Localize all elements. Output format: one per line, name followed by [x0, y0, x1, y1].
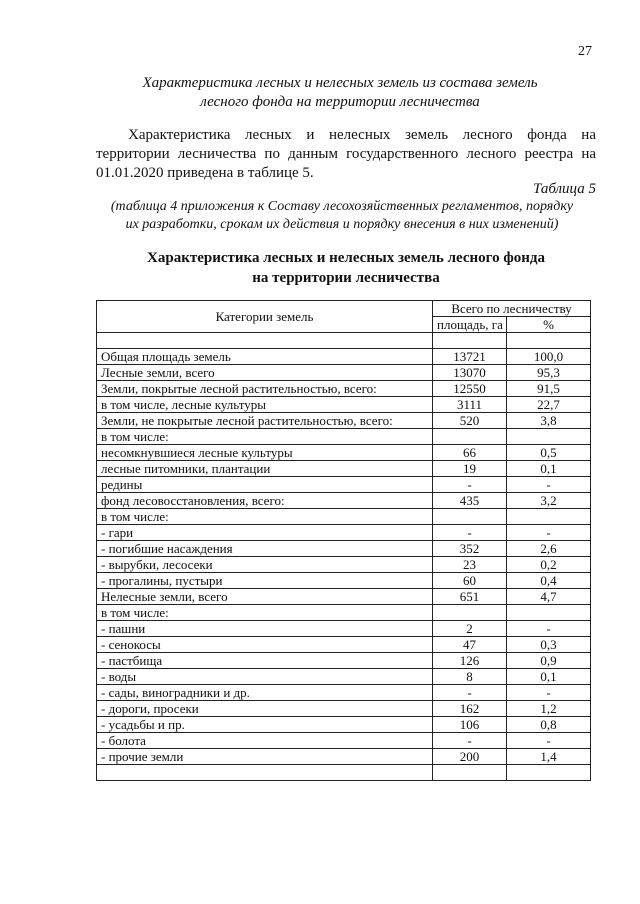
table-row: [97, 381, 591, 397]
row-label: - сады, виноградники и др.: [97, 685, 433, 701]
table-row: [97, 557, 591, 573]
row-label: в том числе:: [97, 509, 433, 525]
row-label: - прочие земли: [97, 749, 433, 765]
table-row: [97, 589, 591, 605]
row-area: 106: [433, 717, 507, 733]
row-label: несомкнувшиеся лесные культуры: [97, 445, 433, 461]
table-row: [97, 365, 591, 381]
row-area: 352: [433, 541, 507, 557]
page-number: 27: [578, 44, 592, 59]
table-row: [97, 445, 591, 461]
row-percent: 0,2: [507, 557, 591, 573]
row-percent: 2,6: [507, 541, 591, 557]
row-area: 651: [433, 589, 507, 605]
table-row: [97, 749, 591, 765]
row-area: 13721: [433, 349, 507, 365]
row-percent: 0,8: [507, 717, 591, 733]
row-percent: -: [507, 733, 591, 749]
row-percent: -: [507, 525, 591, 541]
header-percent: %: [507, 317, 591, 333]
row-area: 13070: [433, 365, 507, 381]
land-categories-table: [96, 300, 591, 781]
table-source-line-1: (таблица 4 приложения к Составу лесохозяйственных регламентов, порядку: [110, 199, 574, 214]
row-label: Общая площадь земель: [97, 349, 433, 365]
row-percent: 22,7: [507, 397, 591, 413]
row-label: Лесные земли, всего: [97, 365, 433, 381]
row-label: фонд лесовосстановления, всего:: [97, 493, 433, 509]
row-label: - пастбища: [97, 653, 433, 669]
table-row: [97, 605, 591, 621]
table-number: Таблица 5: [533, 181, 596, 197]
row-label: - усадьбы и пр.: [97, 717, 433, 733]
row-area: 66: [433, 445, 507, 461]
section-heading-line-1: Характеристика лесных и нелесных земель из состава земель: [142, 75, 538, 91]
section-heading-line-2: лесного фонда на территории лесничества: [200, 94, 480, 110]
row-percent: 1,4: [507, 749, 591, 765]
table-row: [97, 717, 591, 733]
table-row: [97, 525, 591, 541]
row-area: [433, 605, 507, 621]
table-spacer-row: [97, 765, 591, 781]
row-label: - болота: [97, 733, 433, 749]
row-area: 126: [433, 653, 507, 669]
table-source-note: [86, 198, 598, 234]
header-forestry-total: Всего по лесничеству: [433, 301, 591, 317]
table-source-line-2: их разработки, срокам их действия и порядку внесения в них изменений): [125, 217, 559, 232]
table-row: [97, 477, 591, 493]
row-area: 162: [433, 701, 507, 717]
table-title-line-1: Характеристика лесных и нелесных земель лесного фонда: [147, 250, 545, 266]
row-area: 200: [433, 749, 507, 765]
table-row: [97, 733, 591, 749]
table-row: [97, 509, 591, 525]
row-area: 435: [433, 493, 507, 509]
row-label: - воды: [97, 669, 433, 685]
row-area: 19: [433, 461, 507, 477]
header-category: Категории земель: [97, 301, 433, 333]
table-row: [97, 429, 591, 445]
row-percent: [507, 605, 591, 621]
row-label: - вырубки, лесосеки: [97, 557, 433, 573]
header-area: площадь, га: [433, 317, 507, 333]
table-row: [97, 653, 591, 669]
row-percent: 1,2: [507, 701, 591, 717]
row-percent: 0,9: [507, 653, 591, 669]
row-label: - погибшие насаждения: [97, 541, 433, 557]
table-row: [97, 685, 591, 701]
row-percent: 3,2: [507, 493, 591, 509]
row-percent: 3,8: [507, 413, 591, 429]
row-percent: 0,1: [507, 461, 591, 477]
table-row: [97, 573, 591, 589]
row-area: -: [433, 477, 507, 493]
row-percent: 100,0: [507, 349, 591, 365]
row-label: лесные питомники, плантации: [97, 461, 433, 477]
row-area: -: [433, 525, 507, 541]
row-label: - дороги, просеки: [97, 701, 433, 717]
row-label: Земли, не покрытые лесной растительностью, всего:: [97, 413, 433, 429]
table-row: [97, 461, 591, 477]
table-row: [97, 669, 591, 685]
row-label: - сенокосы: [97, 637, 433, 653]
row-area: -: [433, 733, 507, 749]
table-title-line-2: на территории лесничества: [252, 270, 440, 286]
row-percent: -: [507, 685, 591, 701]
row-percent: 0,4: [507, 573, 591, 589]
row-percent: 4,7: [507, 589, 591, 605]
table-row: [97, 413, 591, 429]
table-row: [97, 541, 591, 557]
table-row: [97, 493, 591, 509]
row-label: - гари: [97, 525, 433, 541]
table-row: [97, 349, 591, 365]
table-row: [97, 637, 591, 653]
row-label: редины: [97, 477, 433, 493]
table-body: [97, 349, 591, 765]
row-label: в том числе, лесные культуры: [97, 397, 433, 413]
row-percent: 0,5: [507, 445, 591, 461]
row-label: - пашни: [97, 621, 433, 637]
row-area: 47: [433, 637, 507, 653]
row-label: Земли, покрытые лесной растительностью, всего:: [97, 381, 433, 397]
row-area: [433, 429, 507, 445]
row-area: 23: [433, 557, 507, 573]
row-percent: -: [507, 477, 591, 493]
row-percent: [507, 509, 591, 525]
row-area: 60: [433, 573, 507, 589]
row-area: 12550: [433, 381, 507, 397]
row-area: -: [433, 685, 507, 701]
row-label: в том числе:: [97, 605, 433, 621]
row-percent: [507, 429, 591, 445]
row-label: - прогалины, пустыри: [97, 573, 433, 589]
row-label: в том числе:: [97, 429, 433, 445]
row-label: Нелесные земли, всего: [97, 589, 433, 605]
row-area: 2: [433, 621, 507, 637]
row-percent: 0,3: [507, 637, 591, 653]
table-title: [96, 248, 596, 288]
row-percent: 0,1: [507, 669, 591, 685]
row-percent: 91,5: [507, 381, 591, 397]
table-row: [97, 701, 591, 717]
table-row: [97, 621, 591, 637]
table-spacer-row: [97, 333, 591, 349]
row-percent: -: [507, 621, 591, 637]
section-heading: [60, 74, 620, 112]
intro-paragraph: Характеристика лесных и нелесных земель лесного фонда на территории лесничества по данным государственного лесного реестра на 01.01.2020 приведена в таблице 5.: [96, 127, 596, 181]
row-area: 520: [433, 413, 507, 429]
row-percent: 95,3: [507, 365, 591, 381]
row-area: 3111: [433, 397, 507, 413]
row-area: [433, 509, 507, 525]
table-row: [97, 397, 591, 413]
row-area: 8: [433, 669, 507, 685]
